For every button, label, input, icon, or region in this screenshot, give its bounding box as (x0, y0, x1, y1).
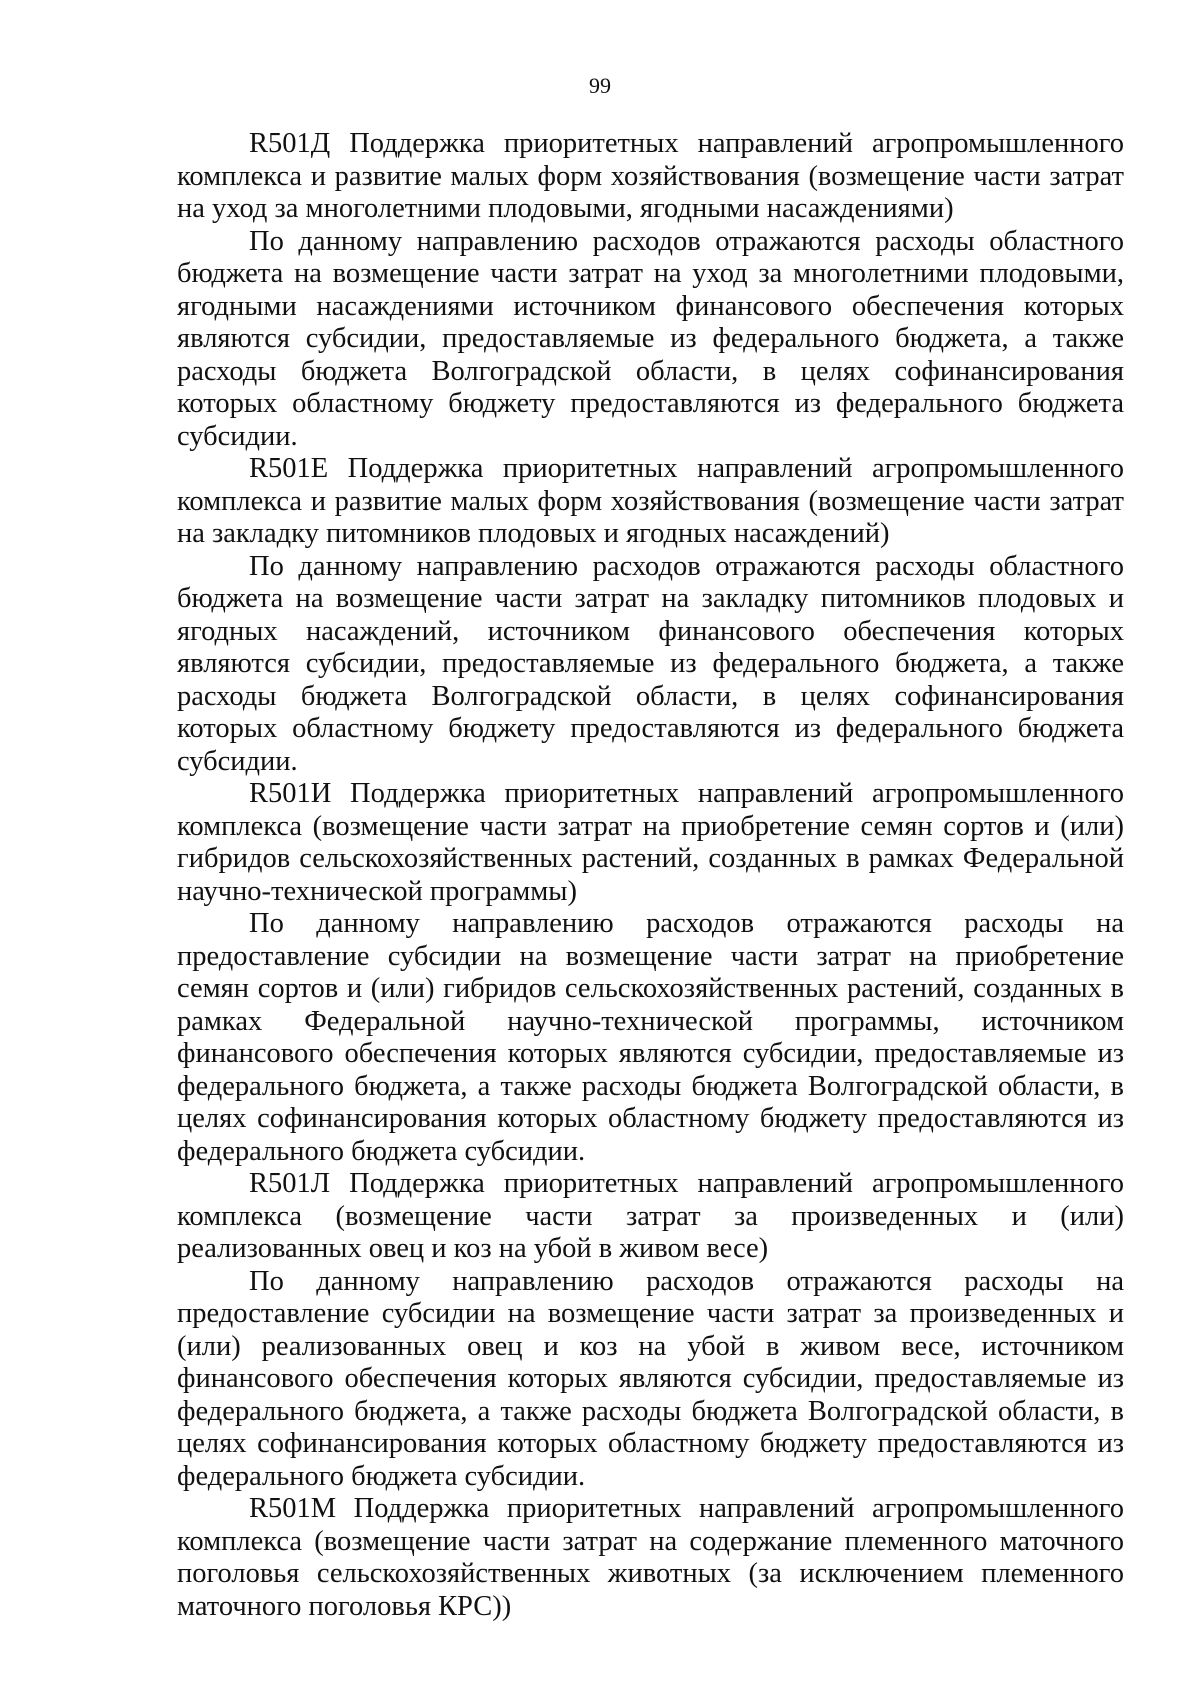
section-heading-r501e: R501Е Поддержка приоритетных направлений агропромышленного комплекса и развитие малых форм хозяйствования (возмещение части затрат на закладку питомников плодовых и ягодных насаждений) (177, 453, 1124, 549)
section-body-r501e: По данному направлению расходов отражаются расходы областного бюджета на возмещение части затрат на закладку питомников плодовых и ягодных насаждений, источником финансового обеспечения которых являются субсидии, предоставляемые из федерального бюджета, а также расходы бюджета Волгоградской области, в целях софинансирования которых областному бюджету предоставляются из федерального бюджета субсидии. (177, 550, 1124, 777)
section-body-r501d: По данному направлению расходов отражаются расходы областного бюджета на возмещение части затрат на уход за многолетними плодовыми, ягодными насаждениями источником финансового обеспечения которых являются субсидии, предоставляемые из федерального бюджета, а также расходы бюджета Волгоградской области, в целях софинансирования которых областному бюджету предоставляются из федерального бюджета субсидии. (177, 225, 1124, 452)
document-body (177, 128, 1124, 1623)
section-heading-r501i: R501И Поддержка приоритетных направлений агропромышленного комплекса (возмещение части затрат на приобретение семян сортов и (или) гибридов сельскохозяйственных растений, созданных в рамках Федеральной научно-технической программы) (177, 778, 1124, 907)
section-body-r501i: По данному направлению расходов отражаются расходы на предоставление субсидии на возмещение части затрат на приобретение семян сортов и (или) гибридов сельскохозяйственных растений, созданных в рамках Федеральной научно-технической программы, источником финансового обеспечения которых являются субсидии, предоставляемые из федерального бюджета, а также расходы бюджета Волгоградской области, в целях софинансирования которых областному бюджету предоставляются из федерального бюджета субсидии. (177, 908, 1124, 1167)
section-heading-r501l: R501Л Поддержка приоритетных направлений агропромышленного комплекса (возмещение части затрат за произведенных и (или) реализованных овец и коз на убой в живом весе) (177, 1168, 1124, 1264)
section-body-r501l: По данному направлению расходов отражаются расходы на предоставление субсидии на возмещение части затрат за произведенных и (или) реализованных овец и коз на убой в живом весе, источником финансового обеспечения которых являются субсидии, предоставляемые из федерального бюджета, а также расходы бюджета Волгоградской области, в целях софинансирования которых областному бюджету предоставляются из федерального бюджета субсидии. (177, 1265, 1124, 1492)
section-heading-r501d: R501Д Поддержка приоритетных направлений агропромышленного комплекса и развитие малых форм хозяйствования (возмещение части затрат на уход за многолетними плодовыми, ягодными насаждениями) (177, 128, 1124, 224)
section-heading-r501m: R501М Поддержка приоритетных направлений агропромышленного комплекса (возмещение части затрат на содержание племенного маточного поголовья сельскохозяйственных животных (за исключением племенного маточного поголовья КРС)) (177, 1493, 1124, 1622)
page-number: 99 (589, 73, 611, 98)
